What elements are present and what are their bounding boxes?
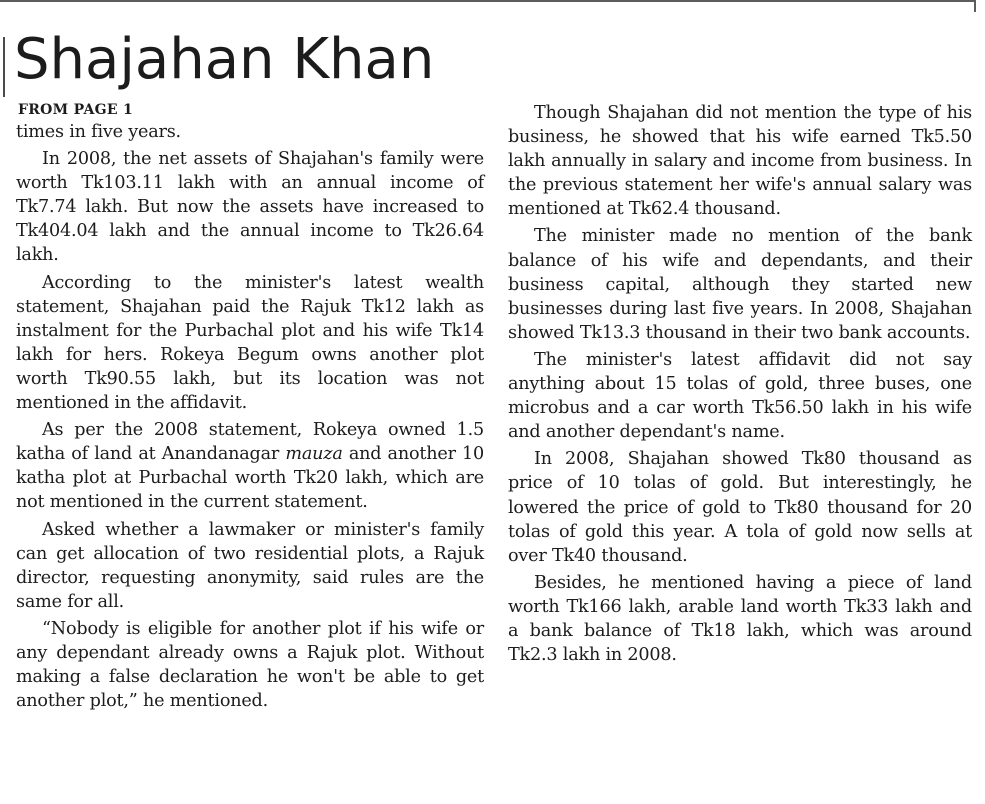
paragraph: According to the minister's latest wealth statement, Shajahan paid the Rajuk Tk12 lakh as instalment for the Purbachal plot and his wife Tk14 lakh for hers. Rokeya Begum owns another plot worth Tk90.55 lakh, but its location was not mentioned in the affidavit.	[16, 272, 484, 414]
article-column-left	[16, 120, 484, 713]
paragraph-text: and another 10 katha plot at Purbachal worth Tk20 lakh, which are not mentioned in the current statement.	[16, 444, 484, 513]
paragraph: The minister made no mention of the bank balance of his wife and dependants, and their business capital, although they started new businesses during last five years. In 2008, Shajahan showed Tk13.3 thousand in their two bank accounts.	[508, 226, 972, 343]
article-column-right	[508, 101, 972, 667]
paragraph: “Nobody is eligible for another plot if his wife or any dependant already owns a Rajuk plot. Without making a false declaration he won't be able to get another plot,” he mentioned.	[16, 618, 484, 712]
paragraph: Asked whether a lawmaker or minister's family can get allocation of two residential plots, a Rajuk director, requesting anonymity, said rules are the same for all.	[16, 519, 484, 612]
headline: Shajahan Khan	[14, 27, 435, 92]
paragraph: The minister's latest affidavit did not say anything about 15 tolas of gold, three buses, one microbus and a car worth Tk56.50 lakh in his wife and another dependant's name.	[508, 349, 972, 443]
headline-rule	[3, 37, 5, 97]
paragraph: Besides, he mentioned having a piece of land worth Tk166 lakh, arable land worth Tk33 lakh and a bank balance of Tk18 lakh, which was around Tk2.3 lakh in 2008.	[508, 572, 972, 666]
paragraph: In 2008, Shajahan showed Tk80 thousand as price of 10 tolas of gold. But interestingly, he lowered the price of gold to Tk80 thousand for 20 tolas of gold this year. A tola of gold now sells at over Tk40 thousand.	[508, 449, 972, 566]
italic-term: mauza	[285, 444, 343, 465]
top-rule	[0, 0, 975, 2]
paragraph: In 2008, the net assets of Shajahan's family were worth Tk103.11 lakh with an annual income of Tk7.74 lakh. But now the assets have increased to Tk404.04 lakh and the annual income to Tk26.64 lakh.	[16, 149, 484, 266]
paragraph	[16, 418, 484, 514]
right-rule	[974, 0, 976, 12]
paragraph-text: As per the 2008 statement, Rokeya owned 1.5 katha of land at Anandanagar	[16, 420, 484, 465]
jump-label: FROM PAGE 1	[18, 102, 134, 118]
paragraph: times in five years.	[16, 122, 181, 142]
paragraph: Though Shajahan did not mention the type of his business, he showed that his wife earned Tk5.50 lakh annually in salary and income from business. In the previous statement her wife's annual salary was mentioned at Tk62.4 thousand.	[508, 103, 972, 220]
